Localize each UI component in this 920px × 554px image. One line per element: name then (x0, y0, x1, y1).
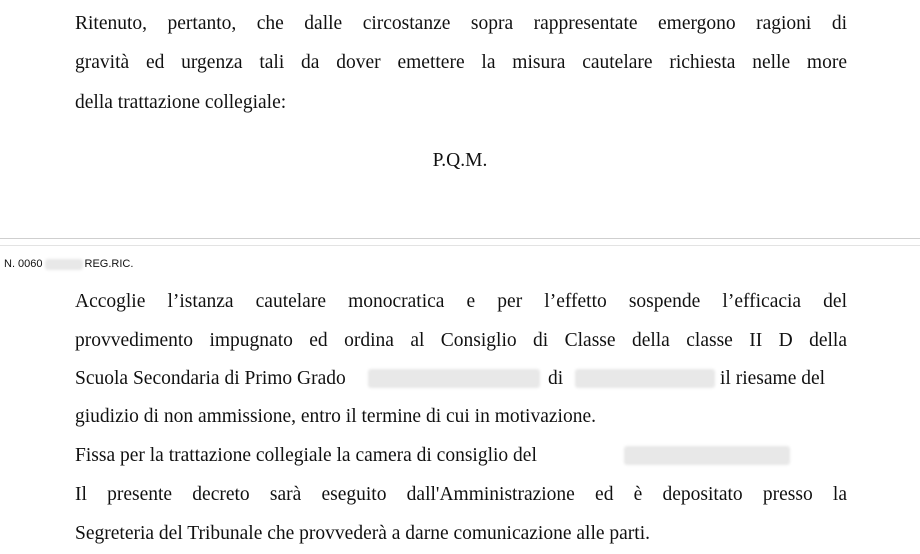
document-page-top (0, 0, 920, 238)
paragraph-line: Ritenuto, pertanto, che dalle circostanze sopra rappresentate emergono ragioni di (75, 13, 847, 34)
body-line: Accoglie l’istanza cautelare monocratica e per l’effetto sospende l’efficacia del (75, 291, 847, 312)
body-line: provvedimento impugnato ed ordina al Consiglio di Classe della classe II D della (75, 330, 847, 351)
page-break-divider (0, 238, 920, 246)
body-line-segment: il riesame del (720, 368, 826, 389)
body-line: Segreteria del Tribunale che provvederà a darne comunicazione alle parti. (75, 523, 651, 544)
pqm-heading: P.Q.M. (432, 150, 488, 171)
paragraph-line: gravità ed urgenza tali da dover emettere la misura cautelare richiesta nelle more (75, 52, 847, 73)
body-line-segment: di (548, 368, 564, 389)
case-number-suffix: REG.RIC. (84, 258, 134, 270)
paragraph-line: della trattazione collegiale: (75, 92, 287, 113)
redacted-case-number (45, 259, 83, 270)
case-number-header (4, 257, 133, 271)
redacted-date (624, 446, 790, 465)
case-number-prefix: N. 0060 (4, 258, 43, 270)
body-line: giudizio di non ammissione, entro il termine di cui in motivazione. (75, 406, 596, 427)
redacted-city-name (575, 369, 715, 388)
body-line-segment: Fissa per la trattazione collegiale la camera di consiglio del (75, 445, 537, 466)
redacted-school-name (368, 369, 540, 388)
body-line: Il presente decreto sarà eseguito dall'Amministrazione ed è depositato presso la (75, 484, 847, 505)
body-line-segment: Scuola Secondaria di Primo Grado (75, 368, 346, 389)
